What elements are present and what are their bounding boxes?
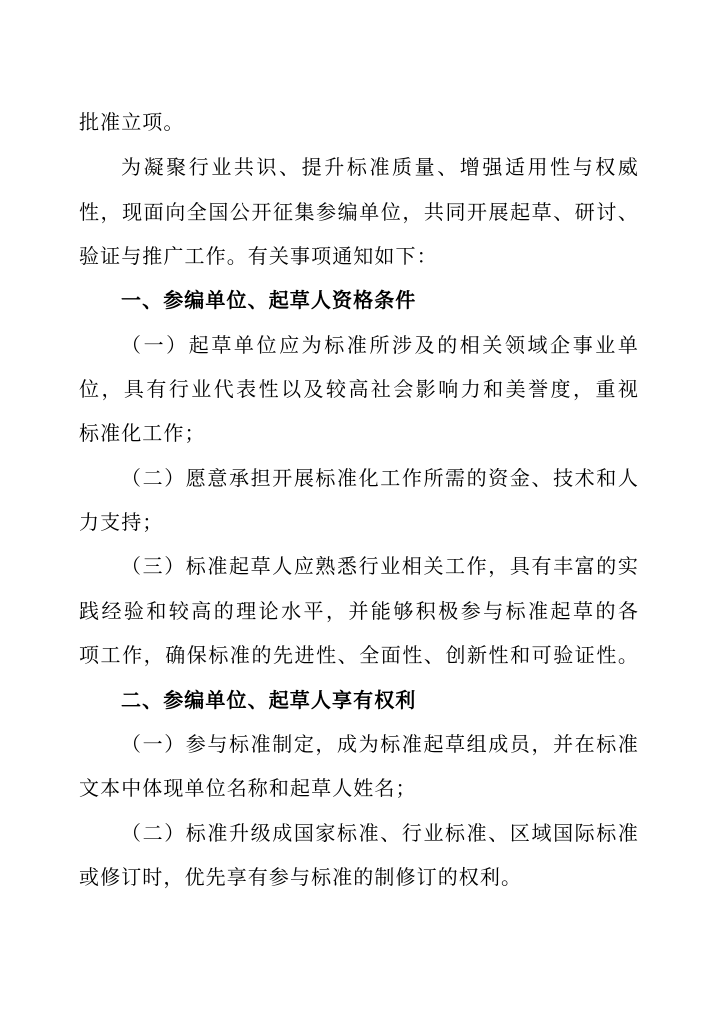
paragraph-line: 位，具有行业代表性以及较高社会影响力和美誉度，重视	[79, 377, 639, 401]
section-heading: 一、参编单位、起草人资格条件	[121, 288, 417, 312]
paragraph-line: 项工作，确保标准的先进性、全面性、创新性和可验证性。	[79, 643, 639, 667]
paragraph-line: 践经验和较高的理论水平，并能够积极参与标准起草的各	[79, 599, 639, 623]
paragraph-line: 文本中体现单位名称和起草人姓名；	[79, 776, 417, 800]
paragraph-line: 验证与推广工作。有关事项通知如下：	[79, 244, 438, 268]
section-heading: 二、参编单位、起草人享有权利	[121, 688, 417, 712]
paragraph-line: 力支持；	[79, 510, 164, 534]
paragraph-line: 或修订时，优先享有参与标准的制修订的权利。	[79, 865, 523, 889]
paragraph-line: 为凝聚行业共识、提升标准质量、增强适用性与权威	[121, 155, 639, 179]
paragraph-line: 批准立项。	[79, 110, 185, 134]
paragraph-line: 性，现面向全国公开征集参编单位，共同开展起草、研讨、	[79, 200, 639, 224]
paragraph-line: （一）起草单位应为标准所涉及的相关领域企事业单	[121, 333, 639, 357]
paragraph-line: （二）愿意承担开展标准化工作所需的资金、技术和人	[121, 466, 639, 490]
paragraph-line: （三）标准起草人应熟悉行业相关工作，具有丰富的实	[121, 554, 639, 578]
paragraph-line: 标准化工作；	[79, 421, 206, 445]
paragraph-line: （一）参与标准制定，成为标准起草组成员，并在标准	[121, 732, 639, 756]
paragraph-line: （二）标准升级成国家标准、行业标准、区域国际标准	[121, 821, 639, 845]
